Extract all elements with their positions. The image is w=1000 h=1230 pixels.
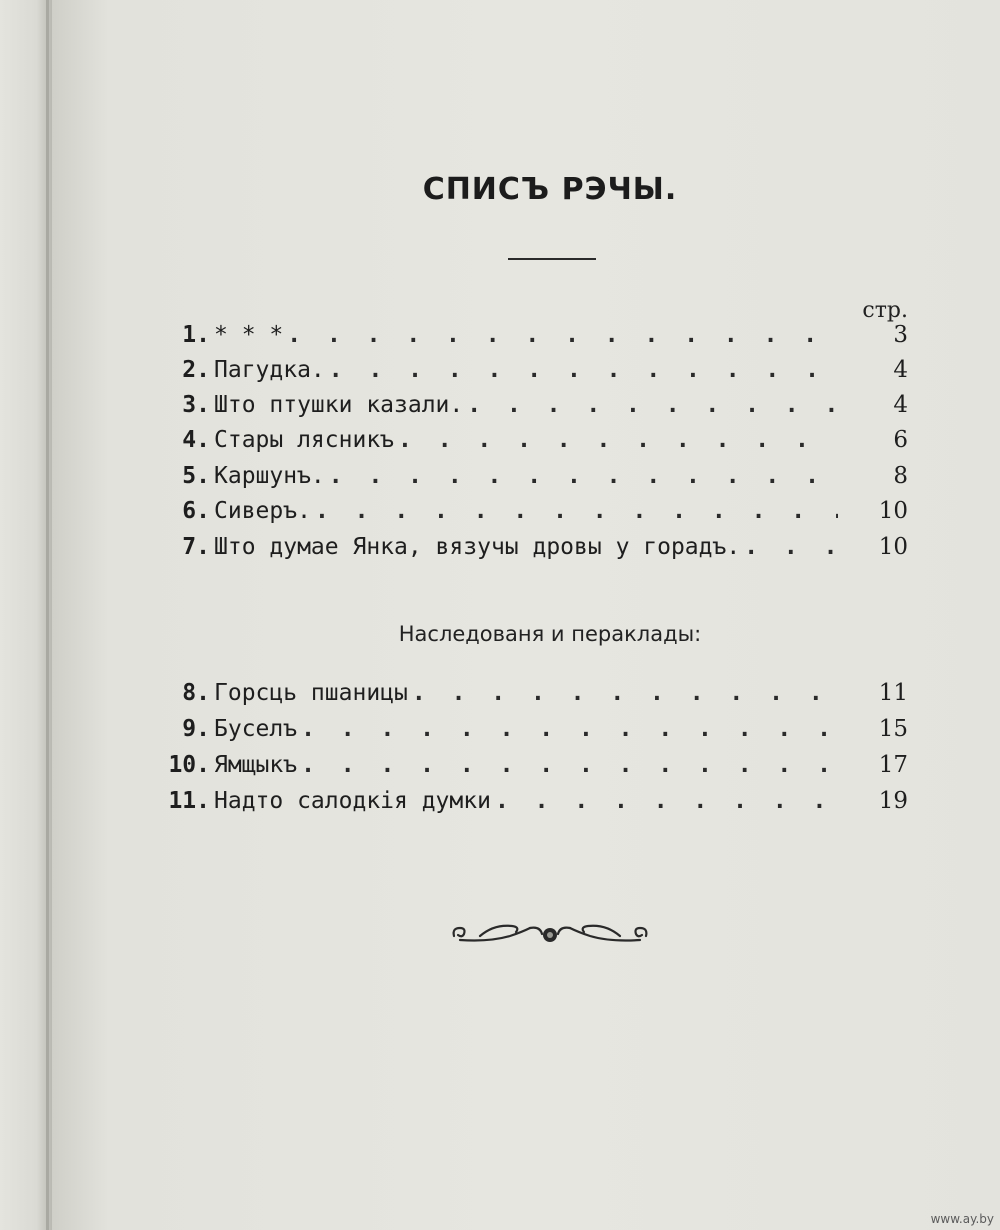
toc-entry [160, 427, 908, 461]
toc-entry-page: 17 [878, 752, 908, 778]
toc-entry [160, 392, 908, 426]
dot-leader [394, 427, 838, 453]
toc-entry-page: 15 [878, 716, 908, 742]
toc-entry [160, 463, 908, 497]
toc-entry-title: Ямщыкъ [214, 752, 298, 778]
toc-entry-page: 11 [878, 680, 908, 706]
toc-entry-number: 9. [182, 716, 210, 742]
toc-entry-page: 19 [878, 788, 908, 814]
toc-entry-page: 4 [893, 392, 908, 418]
toc-entry-number: 11. [168, 788, 210, 814]
toc-entry-page: 8 [893, 463, 908, 489]
dot-leader [297, 716, 838, 742]
toc-entry-number: 7. [182, 534, 210, 560]
dot-leader [325, 357, 838, 383]
toc-entry-title: Стары лясникъ [214, 427, 395, 453]
toc-entry-title: Надто салодкія думки [214, 788, 491, 814]
scroll-ornament-icon [450, 914, 650, 950]
dot-leader [408, 680, 838, 706]
toc-entry [160, 322, 908, 356]
toc-entry-number: 5. [182, 463, 210, 489]
page-title: СПИСЪ РЭЧЫ. [422, 172, 678, 207]
dot-leader [463, 392, 838, 418]
toc-entry [160, 680, 908, 714]
toc-entry [160, 716, 908, 750]
toc-entry-page: 3 [893, 322, 908, 348]
dot-leader [491, 788, 838, 814]
toc-entry-number: 1. [182, 322, 210, 348]
dot-leader [325, 463, 838, 489]
toc-entry-title: Буселъ [214, 716, 298, 742]
dot-leader [283, 322, 838, 348]
toc-entry-number: 8. [182, 680, 210, 706]
watermark: www.ay.by [930, 1212, 994, 1226]
dot-leader [311, 498, 838, 524]
section-heading: Наследованя и пераклады: [398, 622, 702, 646]
toc-entry-title: Што птушки казали. [214, 392, 464, 418]
page-column-label: стр. [862, 298, 908, 323]
toc-entry-title: * * * [214, 322, 284, 348]
toc-entry [160, 788, 908, 822]
toc-entry-title: Сиверъ. [214, 498, 311, 524]
toc-entry-title: Горсць пшаницы [214, 680, 408, 706]
toc-entry-number: 2. [182, 357, 210, 383]
toc-entry [160, 357, 908, 391]
dot-leader [740, 534, 838, 560]
toc-entry-page: 6 [893, 427, 908, 453]
toc-entry-number: 10. [168, 752, 210, 778]
toc-entry-title: Што думае Янка, вязучы дровы у горадъ. [214, 534, 741, 560]
toc-entry-number: 4. [182, 427, 210, 453]
toc-entry [160, 498, 908, 532]
toc-entry-page: 10 [878, 534, 908, 560]
toc-entry-page: 10 [878, 498, 908, 524]
title-divider [508, 258, 596, 260]
toc-entry [160, 534, 908, 568]
toc-entry [160, 752, 908, 786]
toc-entry-title: Каршунъ. [214, 463, 325, 489]
toc-entry-number: 6. [182, 498, 210, 524]
toc-entry-number: 3. [182, 392, 210, 418]
dot-leader [297, 752, 838, 778]
toc-entry-page: 4 [893, 357, 908, 383]
toc-entry-title: Пагудка. [214, 357, 325, 383]
